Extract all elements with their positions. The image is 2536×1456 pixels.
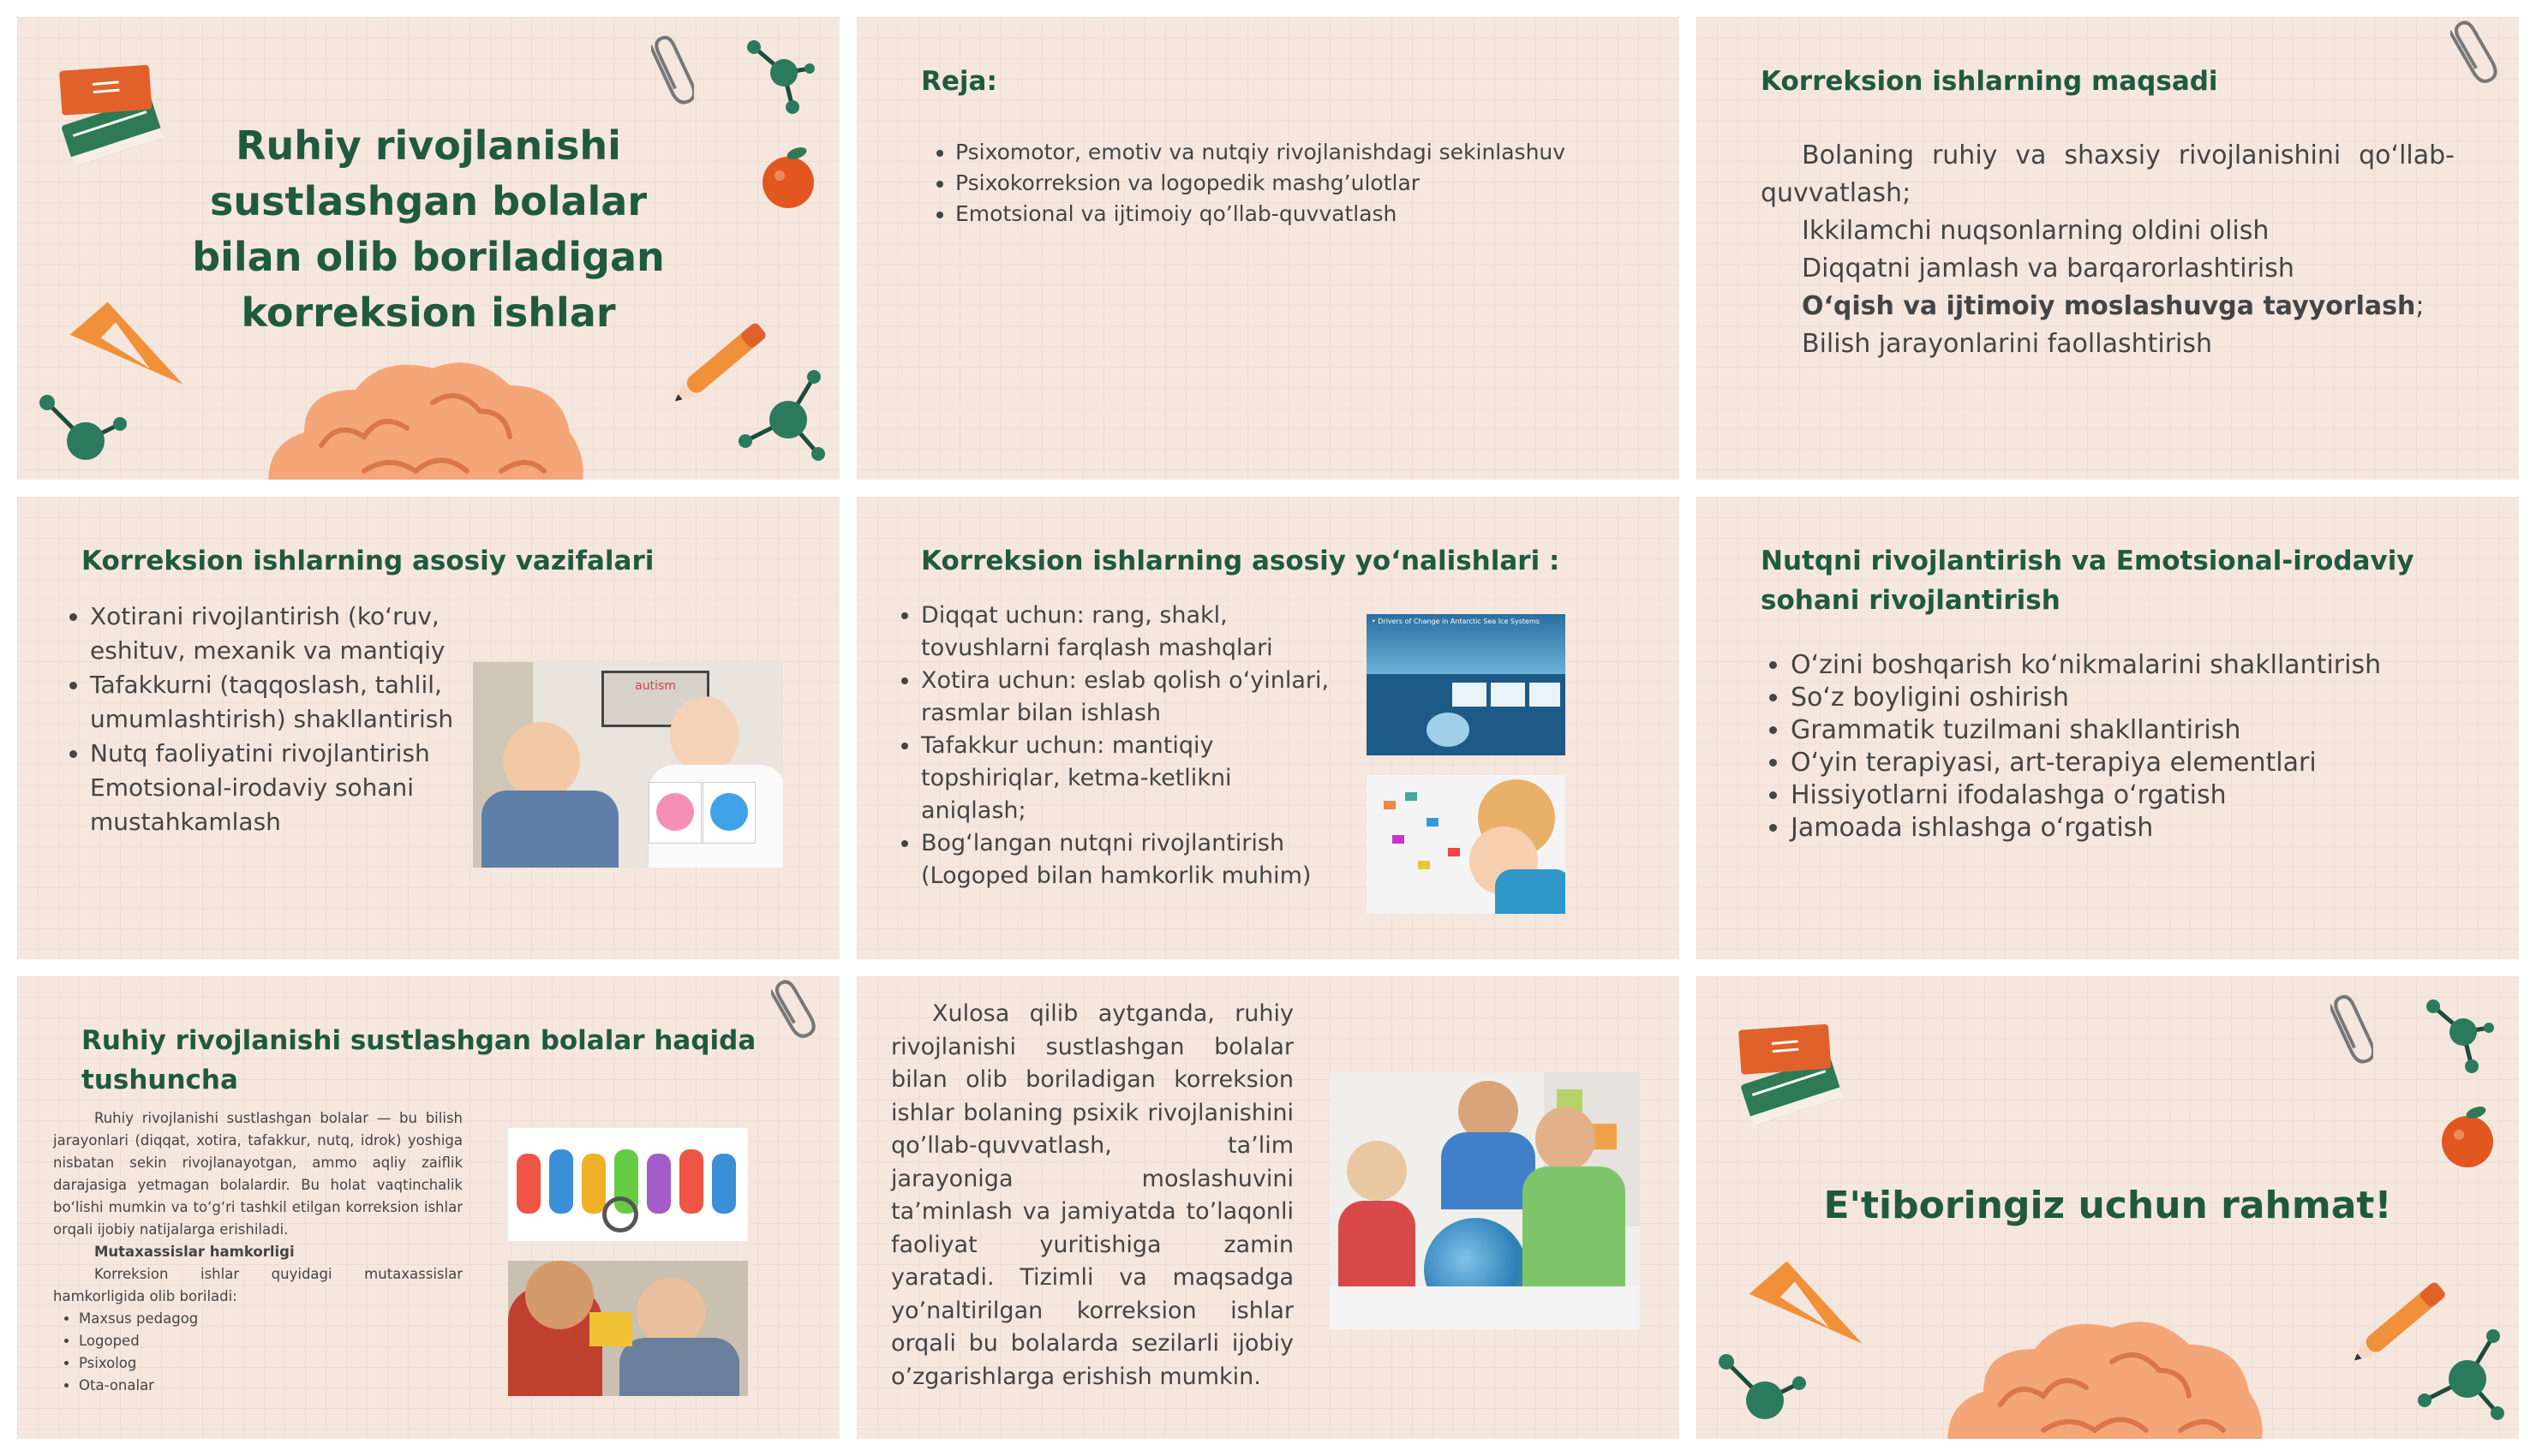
list-item: • Hissiyotlarni ifodalashga o‘rgatish [1791, 779, 2493, 812]
list-item: • Psixomotor, emotiv va nutqiy rivojlanishdagi sekinlashuv [955, 137, 1641, 168]
goal-line-punct: ; [2415, 291, 2425, 321]
slide-2-thumbnail[interactable] [857, 17, 1679, 480]
goal-line-bold: O‘qish va ijtimoiy moslashuvga tayyorlash [1802, 291, 2416, 321]
slide-heading: Korreksion ishlarning asosiy yo‘nalishlari : [921, 546, 1560, 576]
goal-line: Bilish jarayonlarini faollashtirish [1802, 329, 2213, 359]
list-item: • Logoped [79, 1330, 463, 1352]
slide-heading: Korreksion ishlarning asosiy vazifalari [81, 546, 655, 576]
list-item: • Tafakkur uchun: mantiqiy topshiriqlar, ketma-ketlikni aniqlash; [921, 730, 1341, 827]
infographic-caption: • Drivers of Change in Antarctic Sea Ice Systems [1372, 618, 1540, 625]
list-item: • Xotira uchun: eslab qolish o‘yinlari, rasmlar bilan ishlash [921, 665, 1341, 730]
slide-5-thumbnail[interactable] [857, 497, 1679, 959]
paperclip-icon [2450, 17, 2502, 94]
slide-8-thumbnail[interactable] [857, 976, 1679, 1439]
list-item: • Diqqat uchun: rang, shakl, tovushlarni farqlash mashqlari [921, 600, 1341, 665]
paperclip-icon [651, 30, 694, 116]
list-item: • Psixolog [79, 1352, 463, 1375]
molecule-icon [2420, 994, 2497, 1079]
directions-list [895, 600, 1341, 892]
list-item: • O‘yin terapiyasi, art-terapiya elementlari [1791, 747, 2493, 779]
conclusion-text [891, 998, 1294, 1393]
list-item: • Ota-onalar [79, 1375, 463, 1397]
thank-you-title: E'tiboringiz uchun rahmat! [1823, 1184, 2392, 1227]
title: Ruhiy rivojlanishi sustlashgan bolalar bilan olib boriladigan korreksion ishlar [192, 122, 665, 336]
plan-list [930, 137, 1641, 230]
books-icon [1722, 1002, 1851, 1148]
paperclip-icon [771, 976, 822, 1045]
molecule-icon [34, 385, 137, 480]
subheading: Mutaxassislar hamkorligi [94, 1244, 295, 1260]
goal-line: Diqqatni jamlash va barqarorlashtirish [1802, 254, 2294, 283]
slide-4-thumbnail[interactable] [17, 497, 840, 959]
therapist-child-photo [473, 662, 783, 868]
list-item: • Nutq faoliyatini rivojlantirish Emotsional-irodaviy sohani mustahkamlash [90, 737, 476, 839]
slide-heading: Nutqni rivojlantirish va Emotsional-irodaviy sohani rivojlantirish [1761, 546, 2414, 616]
goal-line: Ikkilamchi nuqsonlarning oldini olish [1802, 216, 2270, 246]
slide-heading: Reja: [921, 66, 997, 97]
paragraph: Korreksion ishlar quyidagi mutaxassislar hamkorligida olib boriladi: [53, 1266, 463, 1304]
slide-1-thumbnail[interactable] [17, 17, 840, 480]
slide-7-thumbnail[interactable] [17, 976, 840, 1439]
list-item: • Jamoada ishlashga o‘rgatish [1791, 812, 2493, 844]
list-item: • O‘zini boshqarish ko‘nikmalarini shakllantirish [1791, 649, 2493, 682]
slide-6-thumbnail[interactable] [1696, 497, 2519, 959]
slide-heading: Korreksion ishlarning maqsadi [1761, 66, 2218, 97]
autism-sign: autism [601, 671, 709, 727]
slide-9-thumbnail[interactable] [1696, 976, 2519, 1439]
molecule-icon [1714, 1345, 1816, 1439]
list-item: • Psixokorreksion va logopedik mashg’ulotlar [955, 168, 1641, 199]
paragraph: Ruhiy rivojlanishi sustlashgan bolalar — bu bilish jarayonlari (diqqat, xotira, tafakkur, nutq, idrok) yoshiga nisbatan sekin rivojlanayotgan, ammo aqliy zaiflik darajasiga yetmagan bolalardir. Bu holat vaqtinchalik bo‘lishi mumkin va to‘g‘ri tashkil etilgan korreksion ishlar orqali ijobiy natijalarga erishiladi. [53, 1110, 463, 1238]
therapy-session-photo [508, 1261, 748, 1396]
paperclip-icon [2330, 989, 2373, 1075]
brain-illustration [1941, 1310, 2266, 1439]
paragraph: Xulosa qilib aytganda, ruhiy rivojlanishi sustlashgan bolalar bilan olib boriladigan korreksion ishlar bolaning psixik rivojlanishini qo’llab-quvvatlash, ta’lim jarayoniga moslashuvini ta’minlash va jamiyatda to’laqonli faoliyat yuritishiga zamin yaratadi. Tizimli va maqsadga yo’naltirilgan korreksion ishlar orqali bu bolalarda sezilarli ijobiy o’zgarishlarga erishish mumkin. [891, 1000, 1294, 1390]
goal-line: Bolaning ruhiy va shaxsiy rivojlanishini qo‘llab-quvvatlash; [1761, 140, 2455, 208]
molecule-icon [741, 34, 818, 120]
concept-text [53, 1107, 463, 1397]
children-globe-photo [1330, 1072, 1640, 1329]
orange-icon [2437, 1101, 2497, 1169]
slide-3-thumbnail[interactable] [1696, 17, 2519, 480]
speech-list [1765, 649, 2493, 844]
list-item: • So‘z boyligini oshirish [1791, 682, 2493, 714]
list-item: • Emotsional va ijtimoiy qo’llab-quvvatlash [955, 199, 1641, 230]
list-item: • Grammatik tuzilmani shakllantirish [1791, 714, 2493, 747]
brain-illustration [261, 351, 587, 480]
list-item: • Bog‘langan nutqni rivojlantirish (Logoped bilan hamkorlik muhim) [921, 827, 1341, 892]
kids-figures-image [508, 1128, 748, 1241]
orange-icon [758, 141, 818, 210]
infographic-image [1367, 614, 1565, 755]
books-icon [43, 43, 171, 188]
slide-heading: Ruhiy rivojlanishi sustlashgan bolalar haqida tushuncha [81, 1025, 757, 1095]
list-item: • Xotirani rivojlantirish (ko‘ruv, eshituv, mexanik va mantiqiy [90, 600, 476, 668]
molecule-icon [2407, 1319, 2510, 1430]
list-item: • Maxsus pedagog [79, 1308, 463, 1330]
list-item: • Tafakkurni (taqqoslash, tahlil, umumlashtirish) shakllantirish [90, 668, 476, 737]
tasks-list [64, 600, 476, 839]
child-puzzle-photo [1367, 775, 1565, 914]
goal-text [1761, 137, 2455, 363]
molecule-icon [728, 360, 831, 471]
